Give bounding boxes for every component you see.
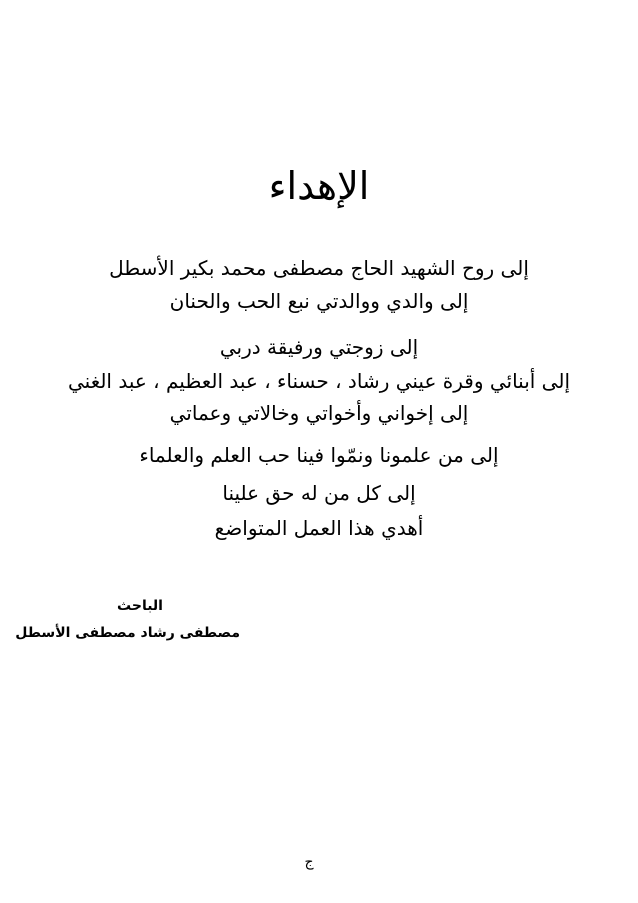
dedication-line-1: إلى روح الشهيد الحاج مصطفى محمد بكير الأسطل [109,256,529,280]
dedication-line-3: إلى زوجتي ورفيقة دربي [219,335,419,359]
dedication-line-5: إلى إخواني وأخواتي وخالاتي وعماتي [169,401,469,425]
signature-name: مصطفى رشاد مصطفى الأسطل [15,625,240,641]
page-number: ج [304,854,314,870]
dedication-line-4: إلى أبنائي وقرة عيني رشاد ، حسناء ، عبد العظيم ، عبد الغني [67,369,570,393]
dedication-line-8: أهدي هذا العمل المتواضع [214,516,424,540]
page-title: الإهداء [268,164,370,208]
dedication-line-6: إلى من علمونا ونمّوا فينا حب العلم والعلماء [139,443,499,467]
dedication-line-2: إلى والدي ووالدتي نبع الحب والحنان [169,289,469,313]
signature-role: الباحث [117,598,163,614]
dedication-line-7: إلى كل من له حق علينا [222,481,416,505]
